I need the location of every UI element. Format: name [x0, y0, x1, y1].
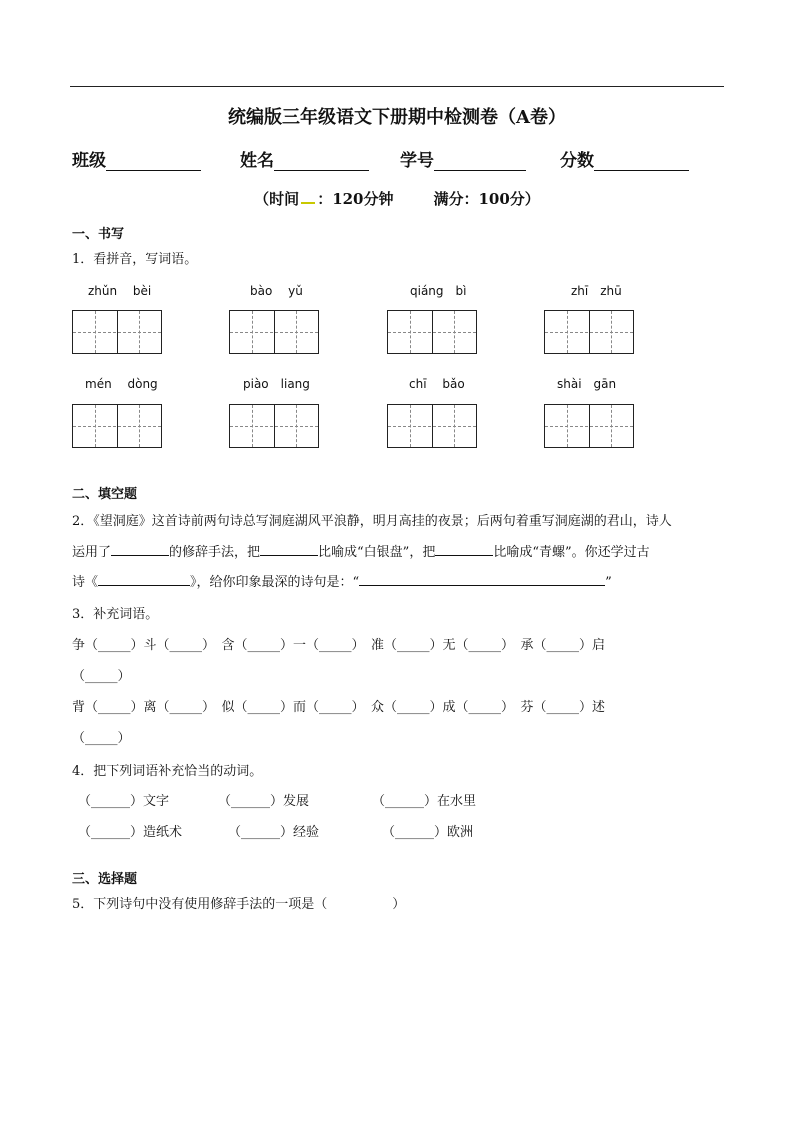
question-2-line-2: 运用了 的修辞手法，把 比喻成“白银盘”，把 比喻成“青螺”。你还学过古: [72, 545, 650, 560]
id-label: 学号: [400, 151, 434, 171]
writing-grid[interactable]: [387, 310, 477, 354]
pinyin-6: piào liang: [243, 377, 310, 391]
answer-blank[interactable]: [435, 543, 493, 556]
class-field[interactable]: [72, 146, 201, 171]
name-label: 姓名: [240, 151, 274, 171]
idiom-row-1[interactable]: 争（_____）斗（_____） 含（_____）一（_____） 准（_____）无（_____） 承（_____）启: [72, 638, 606, 653]
idiom-row-1-cont[interactable]: （_____）: [72, 669, 131, 684]
writing-grid[interactable]: [544, 310, 634, 354]
section-2-heading: 二、填空题: [72, 487, 138, 502]
pinyin-1: zhǔn bèi: [88, 284, 152, 298]
section-3-heading: 三、选择题: [72, 872, 138, 887]
verb-item[interactable]: （______）欧洲: [382, 825, 474, 840]
section-1-heading: 一、书写: [72, 227, 125, 242]
writing-grid[interactable]: [72, 404, 162, 448]
answer-blank[interactable]: [111, 543, 169, 556]
top-rule: [70, 86, 724, 87]
pinyin-3: qiáng bì: [410, 284, 467, 298]
question-5[interactable]: 5．下列诗句中没有使用修辞手法的一项是（ ）: [72, 897, 406, 912]
answer-blank[interactable]: [260, 543, 318, 556]
question-1: 1．看拼音，写词语。: [72, 252, 198, 267]
question-3: 3．补充词语。: [72, 607, 159, 622]
page-title: 统编版三年级语文下册期中检测卷（A卷）: [228, 107, 566, 128]
question-2-line-1: 2．《望洞庭》这首诗前两句诗总写洞庭湖风平浪静，明月高挂的夜景；后两句着重写洞庭湖的君山，诗人: [72, 514, 672, 529]
verb-item[interactable]: （______）在水里: [372, 794, 477, 809]
question-4: 4．把下列词语补充恰当的动词。: [72, 764, 263, 779]
pinyin-5: mén dòng: [85, 377, 158, 391]
class-label: 班级: [72, 151, 106, 171]
idiom-row-2-cont[interactable]: （_____）: [72, 731, 131, 746]
writing-grid[interactable]: [229, 404, 319, 448]
verb-item[interactable]: （______）发展: [218, 794, 310, 809]
verb-item[interactable]: （______）经验: [228, 825, 320, 840]
score-field[interactable]: [560, 146, 689, 171]
pinyin-2: bào yǔ: [250, 284, 303, 298]
pinyin-7: chī bǎo: [409, 377, 465, 391]
student-id-field[interactable]: [400, 146, 526, 171]
idiom-row-2[interactable]: 背（_____）离（_____） 似（_____）而（_____） 众（_____）成（_____） 芬（_____）述: [72, 700, 606, 715]
score-label: 分数: [560, 151, 594, 171]
question-2-line-3: 诗《 》，给你印象最深的诗句是：“ ”: [72, 575, 612, 590]
verb-item[interactable]: （______）造纸术: [78, 825, 183, 840]
time-line: （时间 ：120分钟 满分：100分）: [254, 190, 540, 208]
answer-blank[interactable]: [359, 573, 605, 586]
pinyin-4: zhī zhū: [571, 284, 622, 298]
verb-item[interactable]: （______）文字: [78, 794, 170, 809]
answer-blank[interactable]: [98, 573, 190, 586]
writing-grid[interactable]: [544, 404, 634, 448]
writing-grid[interactable]: [387, 404, 477, 448]
writing-grid[interactable]: [229, 310, 319, 354]
name-field[interactable]: [240, 146, 369, 171]
writing-grid[interactable]: [72, 310, 162, 354]
pinyin-8: shài gān: [557, 377, 617, 391]
